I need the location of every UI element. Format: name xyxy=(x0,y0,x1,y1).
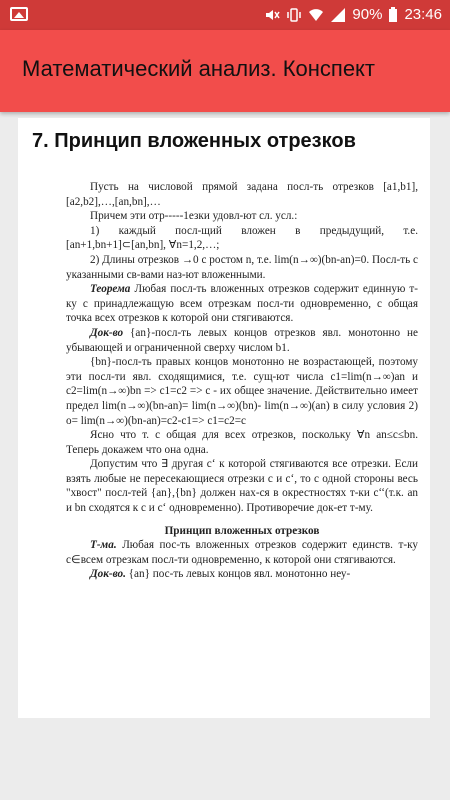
tma-label: Т-ма. xyxy=(90,539,117,552)
clock: 23:46 xyxy=(404,6,442,23)
doc-paragraph: Ясно что т. с общая для всех отрезков, поскольку ∀n an≤c≤bn. Теперь докажем что она одна. xyxy=(66,429,418,456)
mute-icon xyxy=(264,7,280,23)
doc-subheading: Принцип вложенных отрезков xyxy=(164,524,320,537)
tma-text: Любая пос-ть вложенных отрезков содержит единств. т-ку c∈всем отрезкам посл-ти одновременно, к которой они стягиваются. xyxy=(66,539,418,566)
battery-percent: 90% xyxy=(352,6,383,23)
proof-label: Док-во xyxy=(90,326,124,339)
proof-paragraph xyxy=(66,326,418,355)
proof-text: {an}-посл-ть левых концов отрезков явл. монотонно не убывающей и ограниченной сверху числом b1. xyxy=(66,326,418,354)
theorem-paragraph xyxy=(66,282,418,326)
proof2-text: {an} пос-ть левых концов явл. монотонно неу- xyxy=(128,568,351,581)
status-bar xyxy=(0,0,450,30)
doc-paragraph: Причем эти отр-----1езки удовл-ют сл. усл.: xyxy=(90,210,298,223)
image-notification-icon xyxy=(10,7,28,21)
wifi-icon xyxy=(308,7,324,23)
battery-icon xyxy=(388,7,398,23)
tma-paragraph xyxy=(66,538,418,567)
theorem-text: Любая посл-ть вложенных отрезков содержит единную т-ку с принадлежащую всем отрезкам посл-ти одновременно, с общая точка всех отрезков к которой они стягиваются. xyxy=(66,283,419,325)
doc-paragraph: 1) каждый посл-щий вложен в предыдущий, т.е. [an+1,bn+1]⊂[an,bn], ∀n=1,2,…; xyxy=(66,224,418,252)
section-title: 7. Принцип вложенных отрезков xyxy=(32,130,356,152)
proof2-label: Док-во. xyxy=(90,568,126,581)
content-card[interactable] xyxy=(18,118,430,718)
vibrate-icon xyxy=(286,7,302,23)
app-title: Математический анализ. Конспект xyxy=(22,56,375,81)
signal-icon xyxy=(330,7,346,23)
status-bar-right xyxy=(264,6,442,23)
theorem-label: Теорема xyxy=(90,283,131,296)
doc-paragraph: {bn}-посл-ть правых концов монотонно не возрастающей, поэтому эти посл-ти явл. сходящимися, т.е. сущ-ют числа c1=lim(n→∞)an и c2=lim(n→∞)bn => c1=c2 => c - их общее значение. Действительно имеет предел lim(n→∞)(bn-an)= lim(n→∞)(bn)- lim(n→∞)(an) в силу условия 2) o= lim(n→∞)(bn-an)=c2-c1=> c1=c2=c xyxy=(66,356,418,427)
doc-paragraph: Допустим что ∃ другая с‘ к которой стягиваются все отрезки. Если взять любые не пересекающиеся отрезки с и с‘, то с одной стороны весь "хвост" посл-тей {an},{bn} должен нах-ся в окрестностях т-ки с‘‘(т.к. an и bn сходятся к с и с‘ одновременно). Противоречие док-ет т-му. xyxy=(66,458,418,515)
proof2-paragraph xyxy=(66,567,418,582)
doc-paragraph: 2) Длины отрезков →0 с ростом n, т.е. lim(n→∞)(bn-an)=0. Посл-ть с указанными св-вами наз-ют вложенными. xyxy=(66,253,418,281)
doc-paragraph: Пусть на числовой прямой задана посл-ть отрезков [a1,b1],[a2,b2],…,[an,bn],… xyxy=(66,181,418,208)
scanned-page xyxy=(66,180,418,582)
app-bar xyxy=(0,30,450,112)
